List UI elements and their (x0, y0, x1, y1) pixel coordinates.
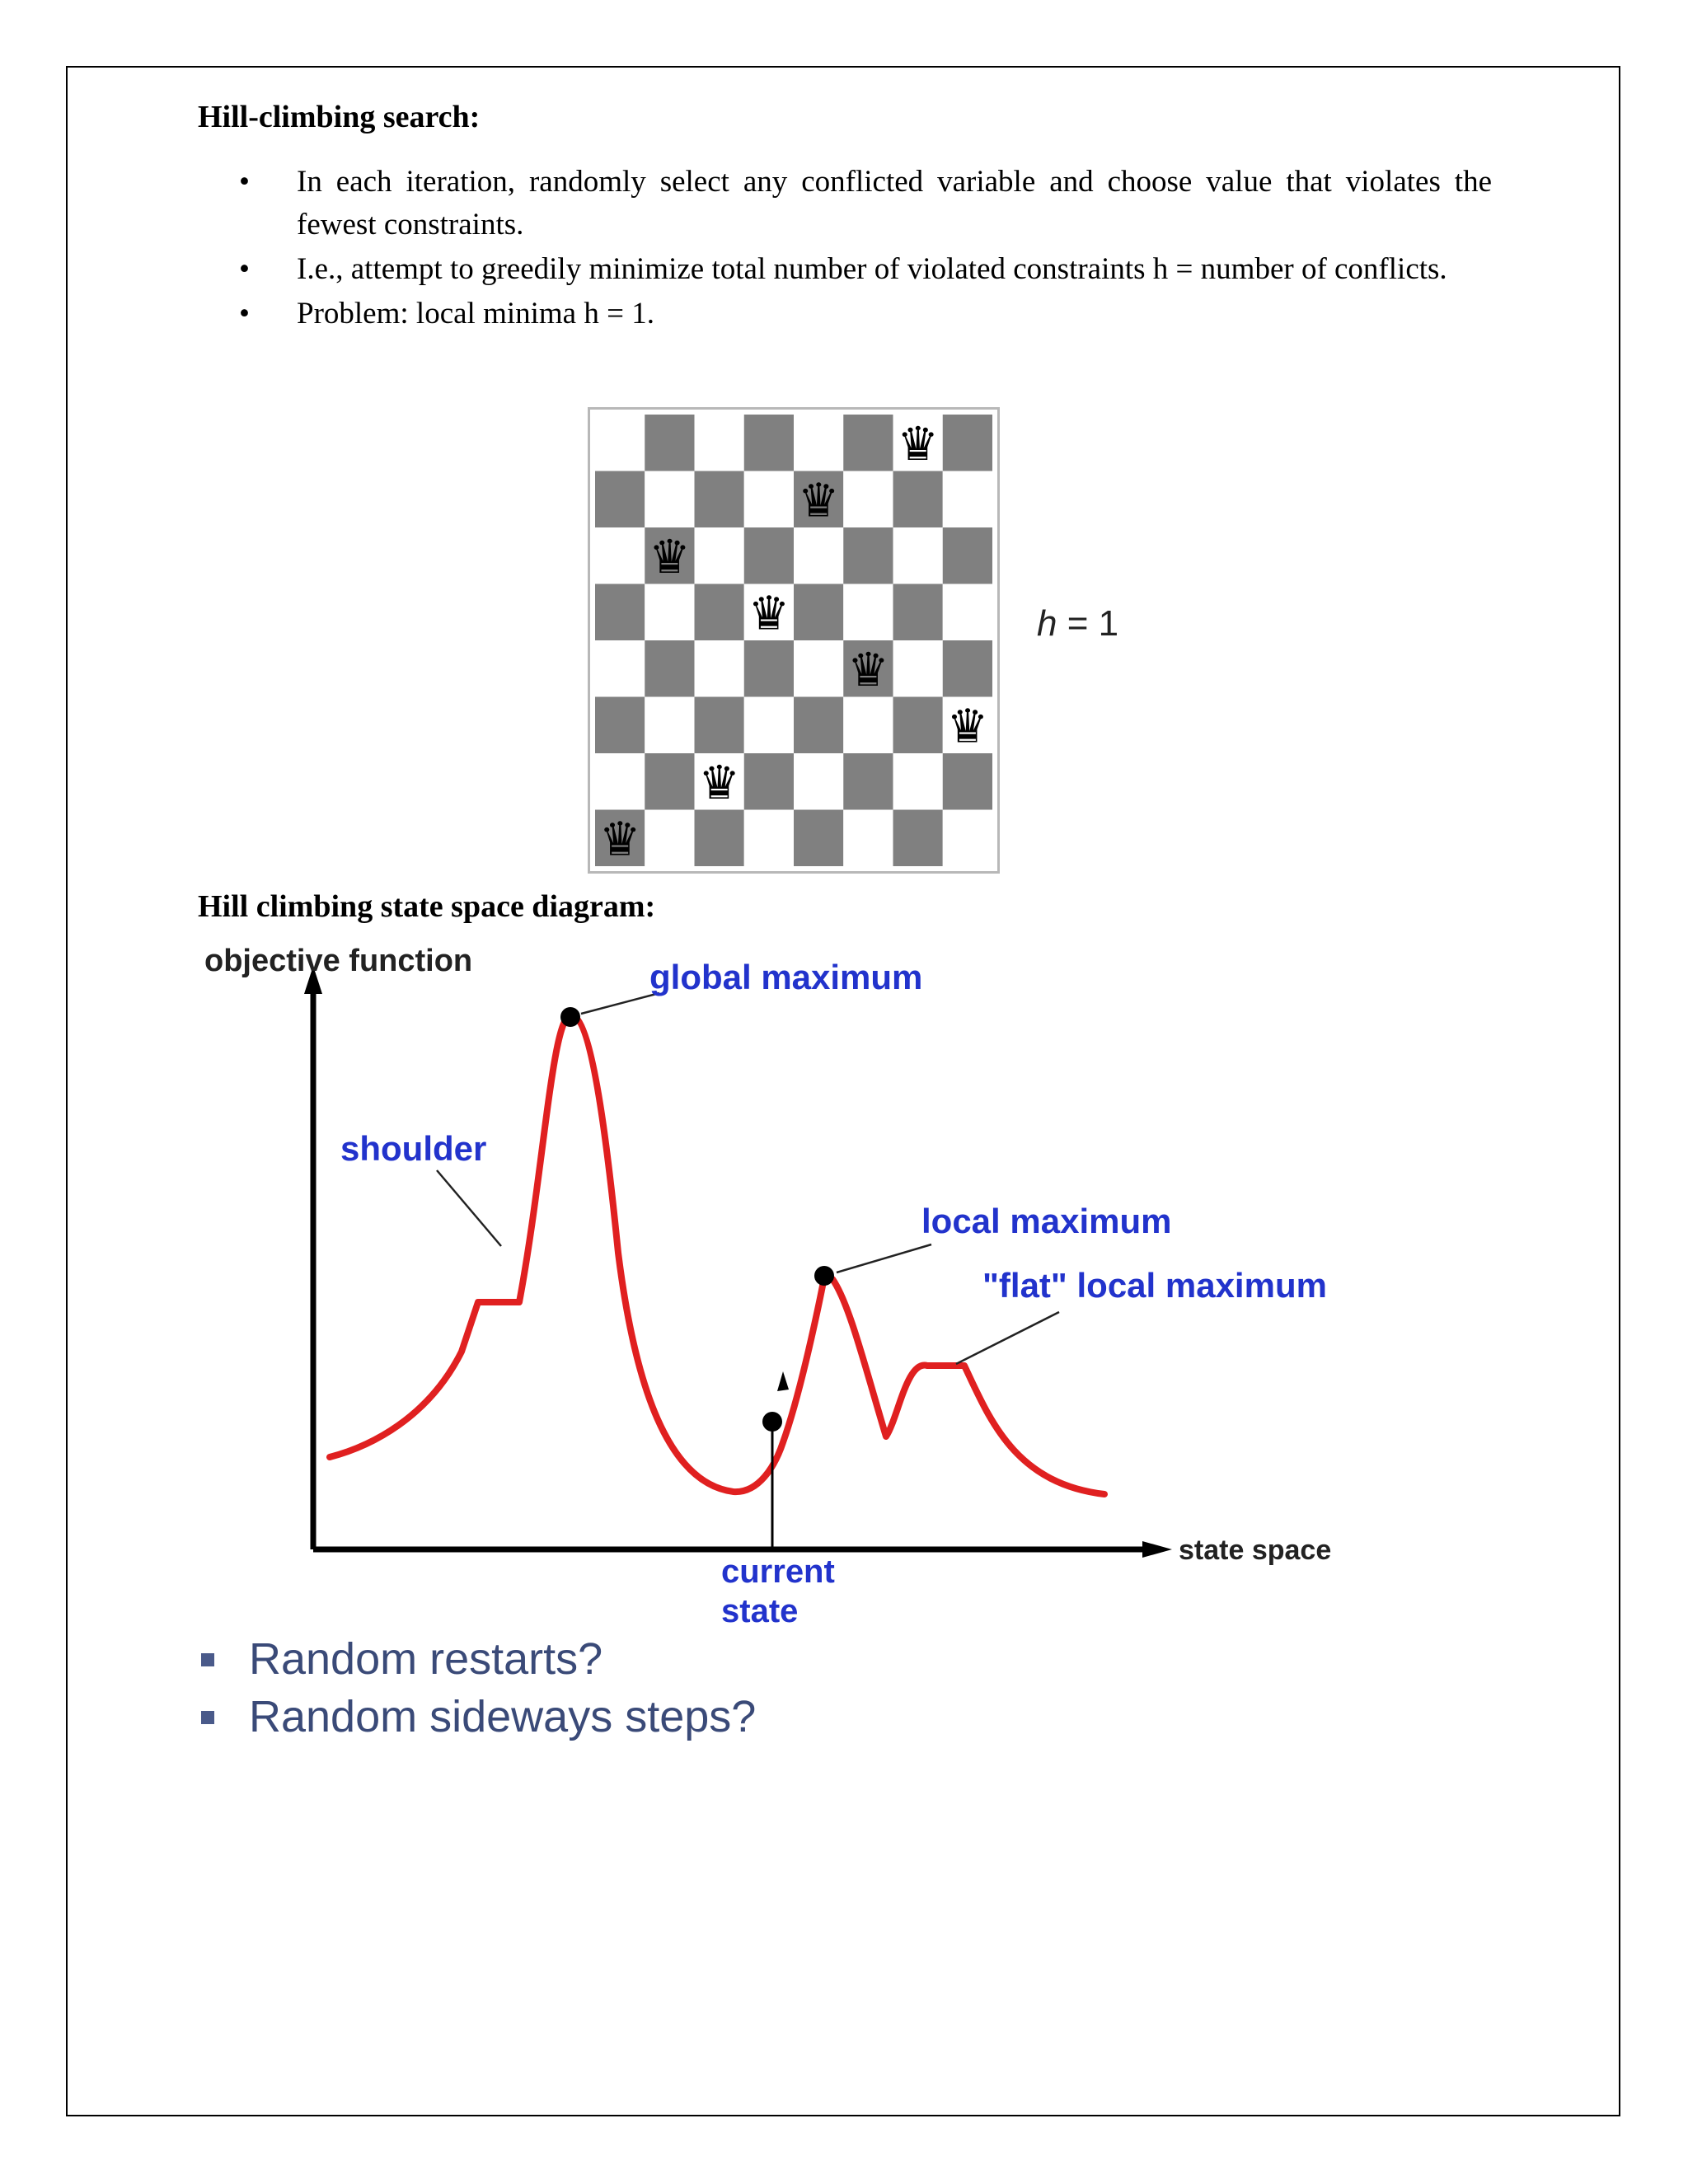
square-bullet-icon (201, 1653, 214, 1666)
board-square (794, 753, 843, 810)
board-square (843, 697, 893, 754)
board-square (744, 697, 794, 754)
question-list (196, 1630, 756, 1746)
board-square (595, 471, 645, 528)
board-square (943, 753, 992, 810)
local-maximum-label: local maximum (921, 1202, 1172, 1240)
board-square (843, 810, 893, 867)
board-square (645, 697, 694, 754)
board-square (943, 415, 992, 471)
board-square (695, 415, 744, 471)
queen-icon: ♛ (649, 530, 691, 584)
heuristic-variable: h (1037, 603, 1057, 644)
bullet-text: Problem: local minima h = 1. (297, 297, 654, 330)
board-square (943, 810, 992, 867)
board-square (794, 640, 843, 697)
current-state-label-line2: state (721, 1593, 799, 1629)
board-square (695, 527, 744, 584)
bullet-dot: • (239, 252, 250, 286)
global-maximum-point (560, 1007, 580, 1027)
board-square (645, 640, 694, 697)
section-heading-hill-climbing: Hill-climbing search: (198, 100, 481, 134)
board-square (595, 527, 645, 584)
state-space-diagram (190, 923, 1360, 1632)
board-square (744, 753, 794, 810)
board-square (794, 415, 843, 471)
board-square (843, 753, 893, 810)
local-maximum-point (814, 1266, 834, 1286)
current-state-arrow (777, 1371, 789, 1391)
bullet-dot: • (239, 297, 250, 330)
board-square (893, 527, 943, 584)
objective-curve (330, 1015, 1104, 1494)
board-square (645, 753, 694, 810)
board-square (893, 810, 943, 867)
board-square (695, 697, 744, 754)
bullet-item (239, 293, 1492, 335)
square-bullet-icon (201, 1711, 214, 1724)
shoulder-leader (437, 1170, 501, 1246)
board-square (744, 527, 794, 584)
board-square (744, 471, 794, 528)
board-square (645, 415, 694, 471)
board-square (695, 471, 744, 528)
board-square (943, 471, 992, 528)
y-axis-label: objective function (204, 944, 473, 978)
queen-icon: ♛ (698, 756, 740, 810)
board-square (843, 584, 893, 641)
global-maximum-leader (581, 993, 659, 1014)
board-square (794, 584, 843, 641)
flat-local-maximum-leader (956, 1312, 1059, 1364)
board-square (794, 810, 843, 867)
question-text: Random sideways steps? (249, 1692, 757, 1741)
eight-queens-board-frame (588, 407, 1000, 874)
bullet-dot: • (239, 165, 250, 199)
hill-climbing-bullet-list (239, 161, 1492, 337)
queen-icon: ♛ (598, 813, 641, 866)
board-square (943, 527, 992, 584)
heuristic-equals-value: = 1 (1057, 603, 1119, 644)
board-square (595, 697, 645, 754)
board-square (595, 584, 645, 641)
queen-icon: ♛ (897, 417, 939, 471)
board-square (744, 810, 794, 867)
shoulder-label: shoulder (340, 1129, 487, 1168)
board-square (893, 471, 943, 528)
board-square (893, 753, 943, 810)
x-axis-arrowhead (1142, 1541, 1172, 1558)
current-state-label-line1: current (721, 1554, 835, 1590)
heuristic-value (1037, 603, 1118, 644)
board-square (695, 584, 744, 641)
board-square (645, 810, 694, 867)
question-text: Random restarts? (249, 1634, 603, 1684)
board-square (595, 640, 645, 697)
board-square (645, 584, 694, 641)
board-square (843, 471, 893, 528)
board-square (843, 527, 893, 584)
board-square (595, 753, 645, 810)
board-square (893, 697, 943, 754)
queen-icon: ♛ (797, 474, 840, 528)
flat-local-maximum-label: "flat" local maximum (982, 1266, 1327, 1305)
board-square (893, 584, 943, 641)
eight-queens-board (595, 415, 992, 866)
board-square (794, 697, 843, 754)
local-maximum-leader (837, 1244, 931, 1272)
board-square (893, 640, 943, 697)
section-heading-state-space: Hill climbing state space diagram: (198, 889, 656, 924)
bullet-text: I.e., attempt to greedily minimize total number of violated constraints h = number of conflicts. (297, 252, 1447, 286)
current-state-point (762, 1412, 782, 1432)
bullet-item (239, 161, 1492, 246)
board-square (695, 640, 744, 697)
board-square (744, 415, 794, 471)
bullet-text: In each iteration, randomly select any conflicted variable and choose value that violates the fewest constraints. (297, 165, 1492, 241)
queen-icon: ♛ (748, 587, 790, 641)
board-square (843, 415, 893, 471)
board-square (595, 415, 645, 471)
queen-icon: ♛ (847, 643, 889, 697)
board-square (645, 471, 694, 528)
x-axis-label: state space (1179, 1535, 1332, 1566)
board-square (943, 640, 992, 697)
bullet-item (239, 248, 1492, 291)
question-item (196, 1688, 756, 1746)
board-square (695, 810, 744, 867)
queen-icon: ♛ (946, 700, 989, 754)
question-item (196, 1630, 756, 1688)
global-maximum-label: global maximum (649, 958, 923, 996)
board-square (943, 584, 992, 641)
board-square (744, 640, 794, 697)
board-square (794, 527, 843, 584)
